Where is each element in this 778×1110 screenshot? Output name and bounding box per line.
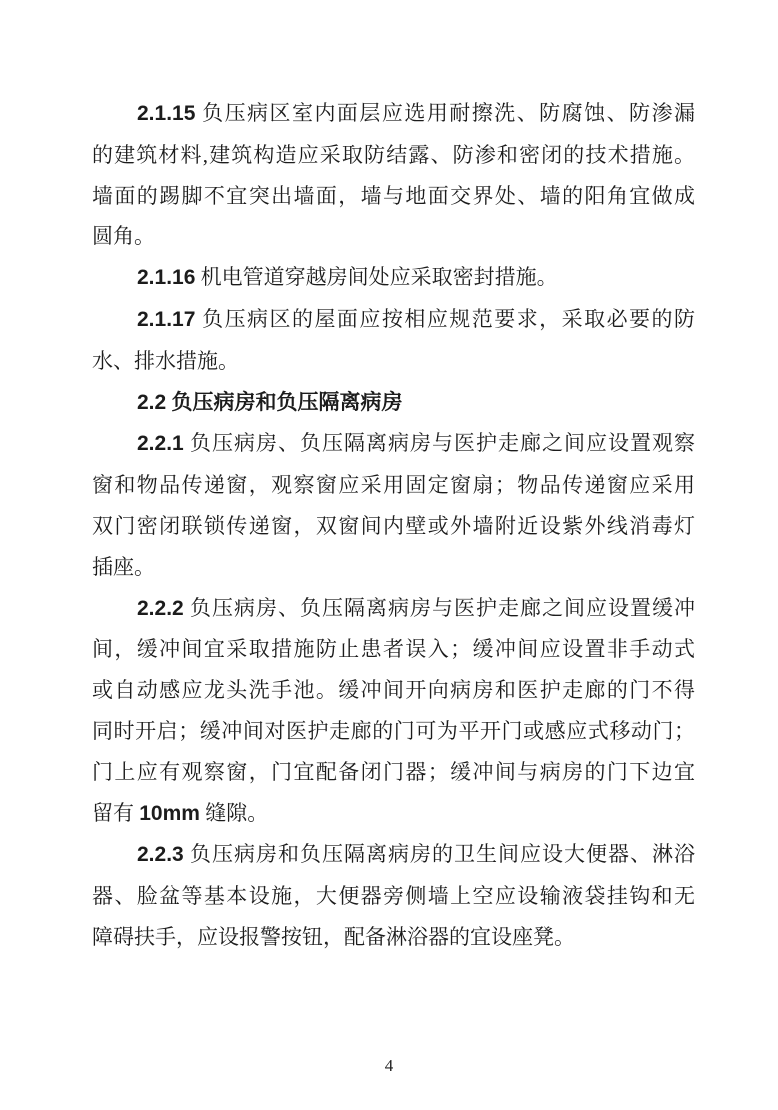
text-segment: 负压病房和负压隔离病房 [166,389,403,414]
text-line [92,299,695,341]
clause-2-1-17 [92,299,695,382]
text-segment: 缝隙。 [199,800,269,825]
text-line [92,711,695,752]
text-segment: 门上应有观察窗，门宜配备闭门器；缓冲间与病房的门下边宜 [92,759,695,784]
text-line [92,834,695,876]
clause-number: 2.2.1 [137,432,184,456]
text-line [92,93,695,135]
page-number: 4 [384,1056,394,1075]
text-segment: 负压病区室内面层应选用耐擦洗、防腐蚀、防渗漏 [195,101,695,125]
text-line [92,176,695,217]
text-line [92,547,695,588]
document-body [92,93,695,958]
clause-number: 2.1.16 [137,266,196,290]
text-segment: 负压病房、负压隔离病房与医护走廊之间应设置观察 [183,431,695,456]
text-line [92,917,695,958]
text-line [92,465,695,506]
text-segment: 的建筑材料,建筑构造应采取防结露、防渗和密闭的技术措施。 [92,142,695,167]
text-segment: 机电管道穿越房间处应采取密封措施。 [195,265,558,290]
text-segment: 水、排水措施。 [92,348,239,373]
text-segment: 窗和物品传递窗，观察窗应采用固定窗扇；物品传递窗应采用 [92,473,695,498]
text-segment: 负压病区的屋面应按相应规范要求，采取必要的防 [195,306,695,331]
clause-number: 2.2 [137,390,167,414]
section-heading-2-2 [92,382,695,424]
text-segment: 同时开启；缓冲间对医护走廊的门可为平开门或感应式移动门； [92,718,695,743]
text-segment: 器、脸盆等基本设施，大便器旁侧墙上空应设输液袋挂钩和无 [92,884,695,909]
text-line [92,257,695,299]
text-line [92,341,695,382]
clause-number: 2.1.15 [137,102,196,125]
text-segment: 负压病房、负压隔离病房与医护走廊之间应设置缓冲 [183,595,695,620]
text-segment: 插座。 [92,554,155,579]
clause-2-2-3 [92,834,695,957]
clause-number: 2.2.2 [137,596,184,620]
text-segment: 或自动感应龙头洗手池。缓冲间开向病房和医护走廊的门不得 [92,678,695,703]
text-segment: 圆角。 [92,224,155,249]
text-line [92,506,695,547]
text-line [92,629,695,670]
text-line [92,216,695,257]
text-segment: 障碍扶手，应设报警按钮，配备淋浴器的宜设座凳。 [92,924,575,949]
text-segment: 留有 [92,800,140,825]
text-line [92,752,695,793]
text-segment: 双门密闭联锁传递窗，双窗间内壁或外墙附近设紫外线消毒灯 [92,513,695,538]
text-line [92,876,695,917]
clause-number: 2.1.17 [137,307,196,331]
text-line [92,670,695,711]
clause-2-1-15 [92,93,695,257]
text-line [92,793,695,835]
clause-number: 10mm [139,801,200,825]
text-segment: 墙面的踢脚不宜突出墙面，墙与地面交界处、墙的阳角宜做成 [92,183,695,208]
text-line [92,423,695,465]
clause-2-2-2 [92,588,695,835]
clause-number: 2.2.3 [137,843,184,867]
clause-2-2-1 [92,423,695,587]
text-segment: 负压病房和负压隔离病房的卫生间应设大便器、淋浴 [183,842,695,867]
text-segment: 间，缓冲间宜采取措施防止患者误入；缓冲间应设置非手动式 [92,637,695,662]
clause-2-1-16 [92,257,695,299]
text-line [92,135,695,176]
text-line [92,382,695,424]
text-line [92,588,695,630]
